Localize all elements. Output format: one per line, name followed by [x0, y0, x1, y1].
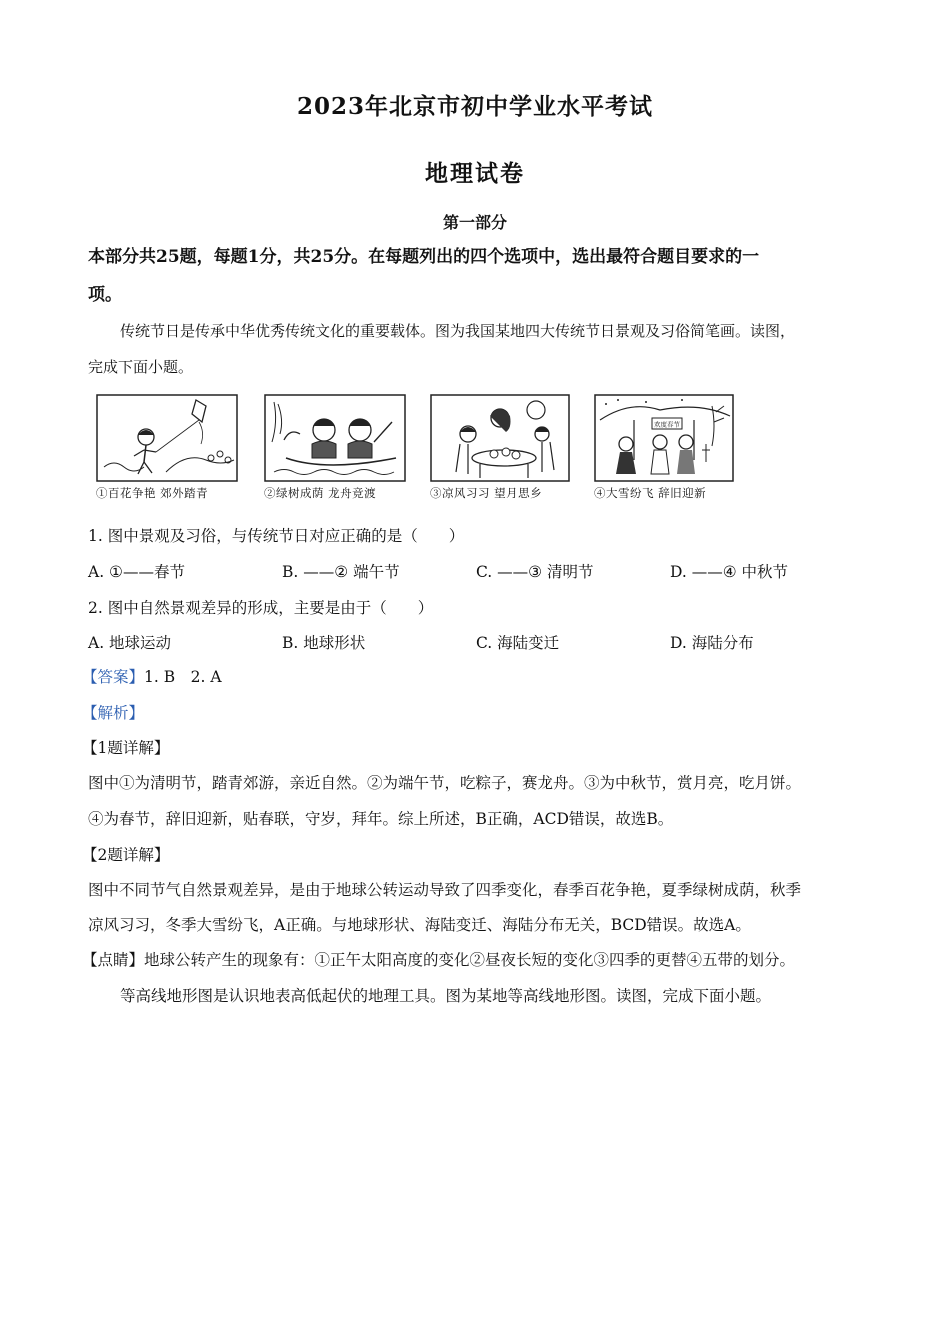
- sketch-caption-4: ④大雪纷飞 辞旧迎新: [594, 486, 707, 500]
- instructions-line-2: 项。: [88, 285, 122, 305]
- next-intro: 等高线地形图是认识地表高低起伏的地理工具。图为某地等高线地形图。读图，完成下面小题。: [120, 987, 772, 1005]
- part-heading: 第一部分: [442, 213, 507, 232]
- sketch-panel-dragon-boat: [264, 392, 404, 507]
- detail-2-label: 【2题详解】: [82, 846, 170, 864]
- question-1-stem: 1. 图中景观及习俗，与传统节日对应正确的是（ ）: [88, 527, 465, 545]
- detail-2-line-2: 凉风习习，冬季大雪纷飞，A正确。与地球形状、海陆变迁、海陆分布无关，BCD错误。故选A。: [88, 916, 751, 934]
- analysis-label: 【解析】: [82, 704, 145, 722]
- tip-line: [82, 948, 872, 972]
- sketch-caption-2: ②绿树成荫 龙舟竞渡: [264, 486, 377, 500]
- part-instructions: [88, 238, 868, 314]
- tip-text: 地球公转产生的现象有：①正午太阳高度的变化②昼夜长短的变化③四季的更替④五带的划分。: [144, 951, 796, 969]
- moon-festival-sketch: [430, 392, 575, 484]
- q2-option-a: A. 地球运动: [88, 634, 172, 652]
- tip-label: 【点睛】: [82, 951, 145, 969]
- exam-title: 2023年北京市初中学业水平考试: [296, 93, 653, 120]
- spring-festival-sketch: [594, 392, 739, 484]
- answer-text: 1. B 2. A: [144, 668, 222, 686]
- sketch-panel-moon-festival: [430, 392, 570, 507]
- q2-option-b: B. 地球形状: [282, 634, 366, 652]
- sign-text: 欢度春节: [654, 420, 680, 429]
- q1-option-a: A. ①——春节: [88, 563, 185, 581]
- q1-option-b: B. ——② 端午节: [282, 563, 400, 581]
- sketch-caption-3: ③凉风习习 望月思乡: [430, 486, 543, 500]
- detail-1-line-1: 图中①为清明节，踏青郊游，亲近自然。②为端午节，吃粽子，赛龙舟。③为中秋节，赏月亮，吃月饼。: [88, 774, 802, 792]
- question-2-stem: 2. 图中自然景观差异的形成，主要是由于（ ）: [88, 599, 434, 617]
- dragon-boat-sketch: [264, 392, 409, 484]
- question-1-options: [88, 560, 868, 584]
- sketch-panel-spring-festival: [594, 392, 734, 507]
- answer-line: [82, 665, 862, 689]
- detail-1-label: 【1题详解】: [82, 739, 170, 757]
- spring-outing-sketch: [96, 392, 241, 484]
- q2-option-c: C. 海陆变迁: [476, 634, 560, 652]
- detail-2-line-1: 图中不同节气自然景观差异，是由于地球公转运动导致了四季变化，春季百花争艳，夏季绿树成荫，秋季: [88, 881, 802, 899]
- detail-1-line-2: ④为春节，辞旧迎新，贴春联，守岁，拜年。综上所述，B正确，ACD错误，故选B。: [88, 810, 674, 828]
- answer-label: 【答案】: [82, 668, 145, 686]
- intro-line-1: 传统节日是传承中华优秀传统文化的重要载体。图为我国某地四大传统节日景观及习俗简笔画。读图，: [120, 322, 796, 340]
- sketch-panel-spring-outing: [96, 392, 236, 507]
- intro-line-2: 完成下面小题。: [88, 358, 194, 376]
- festival-sketches-figure: [96, 392, 736, 507]
- q1-option-d: D. ——④ 中秋节: [670, 563, 789, 581]
- q2-option-d: D. 海陆分布: [670, 634, 754, 652]
- q1-option-c: C. ——③ 清明节: [476, 563, 594, 581]
- instructions-line-1: 本部分共25题，每题1分，共25分。在每题列出的四个选项中，选出最符合题目要求的一: [88, 247, 760, 267]
- exam-subtitle: 地理试卷: [425, 160, 525, 187]
- question-2-options: [88, 631, 868, 655]
- sketch-caption-1: ①百花争艳 郊外踏青: [96, 486, 209, 500]
